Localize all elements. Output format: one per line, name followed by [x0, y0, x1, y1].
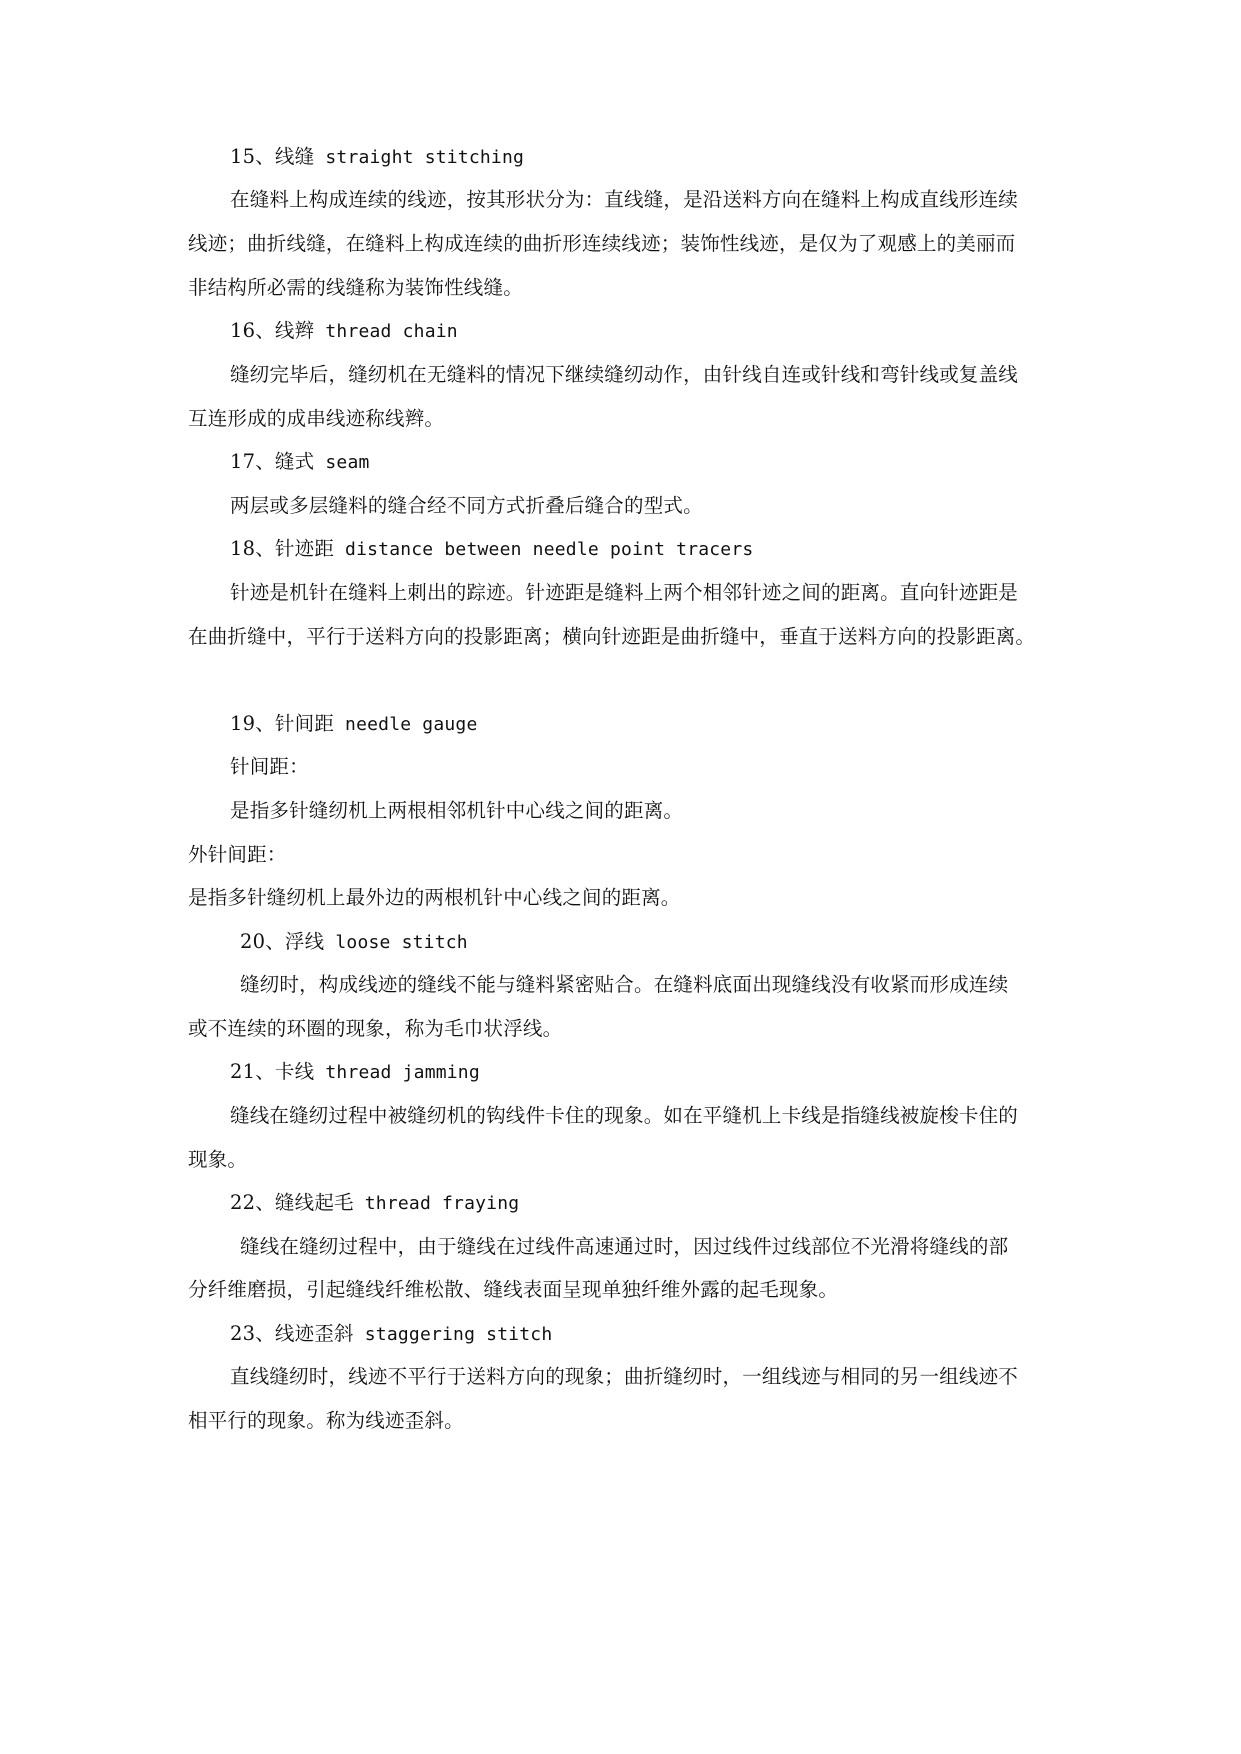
heading-number: 20、浮线: [240, 930, 325, 953]
paragraph-line: 两层或多层缝料的缝合经不同方式折叠后缝合的型式。: [230, 494, 703, 517]
paragraph-line: 在缝料上构成连续的线迹，按其形状分为：直线缝，是沿送料方向在缝料上构成直线形连续: [230, 188, 1019, 211]
heading-number: 15、线缝: [230, 145, 315, 168]
heading-term: distance between needle point tracers: [334, 539, 754, 560]
section-heading-18: [230, 536, 753, 563]
paragraph-line: 直线缝纫时，线迹不平行于送料方向的现象；曲折缝纫时，一组线迹与相同的另一组线迹不: [230, 1365, 1019, 1388]
heading-term: needle gauge: [334, 714, 478, 735]
heading-term: loose stitch: [324, 932, 468, 953]
paragraph-line: 或不连续的环圈的现象，称为毛巾状浮线。: [188, 1017, 563, 1040]
paragraph-line: 外针间距：: [188, 843, 287, 866]
paragraph-line: 分纤维磨损，引起缝线纤维松散、缝线表面呈现单独纤维外露的起毛现象。: [188, 1278, 839, 1301]
heading-number: 16、线辫: [230, 319, 315, 342]
section-heading-15: [230, 144, 524, 171]
heading-term: thread fraying: [353, 1193, 520, 1214]
section-heading-16: [230, 318, 458, 345]
section-heading-17: [230, 449, 370, 476]
heading-number: 17、缝式: [230, 450, 315, 473]
paragraph-line: 缝纫时，构成线迹的缝线不能与缝料紧密贴合。在缝料底面出现缝线没有收紧而形成连续: [240, 973, 1009, 996]
paragraph-line: 在曲折缝中，平行于送料方向的投影距离；横向针迹距是曲折缝中，垂直于送料方向的投影距离。: [188, 625, 1036, 648]
paragraph-line: 现象。: [188, 1148, 248, 1171]
paragraph-line: 缝线在缝纫过程中，由于缝线在过线件高速通过时，因过线件过线部位不光滑将缝线的部: [240, 1235, 1009, 1258]
heading-number: 21、卡线: [230, 1060, 315, 1083]
section-heading-20: [240, 929, 468, 956]
section-heading-23: [230, 1321, 552, 1348]
paragraph-line: 线迹；曲折线缝，在缝料上构成连续的曲折形连续线迹；装饰性线迹，是仅为了观感上的美丽而: [188, 232, 1016, 255]
heading-term: staggering stitch: [353, 1324, 553, 1345]
paragraph-line: 相平行的现象。称为线迹歪斜。: [188, 1409, 464, 1432]
section-heading-22: [230, 1190, 519, 1217]
paragraph-line: 是指多针缝纫机上最外边的两根机针中心线之间的距离。: [188, 886, 681, 909]
paragraph-line: 针迹是机针在缝料上刺出的踪迹。针迹距是缝料上两个相邻针迹之间的距离。直向针迹距是: [230, 581, 1019, 604]
section-heading-21: [230, 1059, 480, 1086]
heading-term: straight stitching: [314, 147, 525, 168]
paragraph-line: 非结构所必需的线缝称为装饰性线缝。: [188, 276, 523, 299]
heading-number: 19、针间距: [230, 712, 335, 735]
heading-term: thread jamming: [314, 1062, 480, 1083]
paragraph-line: 缝线在缝纫过程中被缝纫机的钩线件卡住的现象。如在平缝机上卡线是指缝线被旋梭卡住的: [230, 1104, 1019, 1127]
heading-number: 23、线迹歪斜: [230, 1322, 354, 1345]
paragraph-line: 针间距：: [230, 755, 309, 778]
paragraph-line: 缝纫完毕后，缝纫机在无缝料的情况下继续缝纫动作，由针线自连或针线和弯针线或复盖线: [230, 363, 1019, 386]
heading-number: 18、针迹距: [230, 537, 335, 560]
paragraph-line: 互连形成的成串线迹称线辫。: [188, 407, 445, 430]
heading-number: 22、缝线起毛: [230, 1191, 354, 1214]
heading-term: thread chain: [314, 321, 458, 342]
section-heading-19: [230, 711, 478, 738]
heading-term: seam: [314, 452, 370, 473]
paragraph-line: 是指多针缝纫机上两根相邻机针中心线之间的距离。: [230, 799, 684, 822]
